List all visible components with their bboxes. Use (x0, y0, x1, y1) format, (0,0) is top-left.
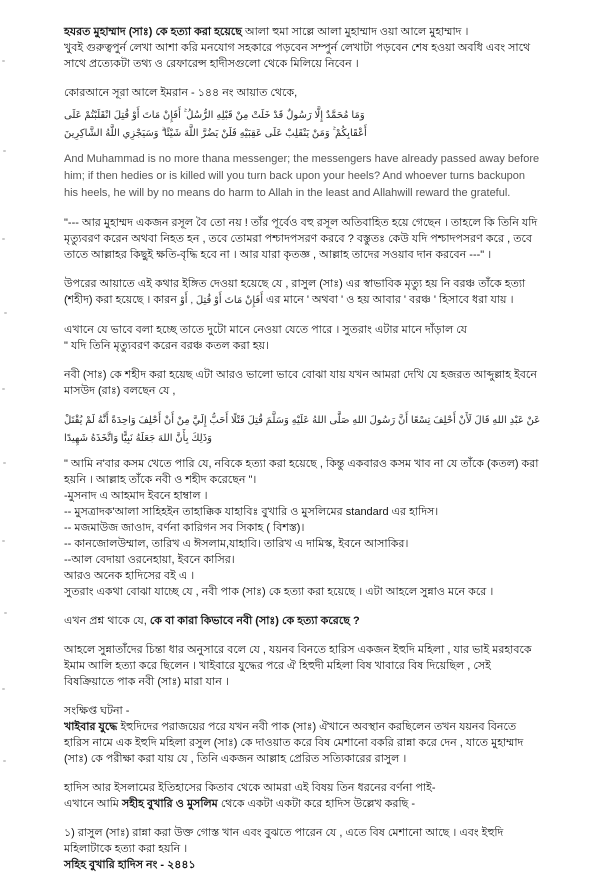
reference-line-1: -মুসনাদ এ আহমাদ ইবনে হাম্বাল । (64, 490, 208, 502)
ayat-comment-pre-text: উপরের আয়াতে এই কথার ইঙ্গিত দেওয়া হয়েছে যে , রাসুল (সাঃ) এর স্বাভাবিক মৃত্যু হয় নি বরঞ্চ তাঁকে হত্যা (শহীদ) করা হয়েছে । কারন (64, 278, 526, 306)
quran-reference-line (64, 85, 542, 101)
intro-text: খুবই গুরুত্বপুর্ন লেখা আশা করি মনযোগ সহকারে পড়বেন সম্পুর্ন লেখাটা পড়বেন শেষ হওয়া অবধি এবং সাথে সাথে প্রত্যেকটা তথ্য ও রেফারেন্স হাদীসগুলো থেকে মিলিয়ে নিবেন । (64, 42, 531, 70)
two-meanings-line2: " যদি তিনি মৃত্যুবরণ করেন বরঞ্চ কতল করা হয়। (64, 340, 269, 352)
khyber-rest-text: ইহুদিদের পরাজয়ের পরে যখন নবী পাক (সাঃ) ঐখানে অবস্থান করছিলেন তখন যয়নব বিনতে হারিস নামে এক ইহুদি মহিলা রসুল (সাঃ) কে দাওয়াত করে বিষ মেশানো বকরি রান্না করে দেন , যাতে মুহাম্মাদ (সাঃ) কে পরীক্ষা করা যায় যে , তিনি একজন আল্লাহ প্রেরিত সত্যিকারের রাসুল । (64, 721, 524, 765)
arabic-verse-block (64, 107, 542, 143)
sources-paragraph (64, 780, 542, 812)
conclusion-line: সুতরাং একথা বোঝা যাচ্ছে যে , নবী পাক (সাঃ) কে হত্যা করা হয়েছে । এটা আহলে সুন্নাও মনে করে । (64, 586, 494, 598)
sunni-view-text: আহলে সুন্নাতাঁদের চিন্তা ধার অনুসারে বলে যে , যয়নব বিনতে হারিস একজন ইহুদি মহিলা , যার ভাই মরহাবকে ইমাম আলি হত্যা করে ছিলেন । খাইবারে যুদ্ধের পরে ঐ হিহুদী মহিলা বিষ খাবারে বিষ দিয়েছিল , সেই বিষক্রিয়াতে পাক নবী (সাঃ) মারা যান । (64, 644, 532, 688)
english-translation-paragraph (64, 151, 542, 202)
sources-pre-text: এখানে আমি (64, 798, 122, 810)
arabic-verse-line2: أَعْقَابِكُمْ ۚ وَمَنْ يَنْقَلِبْ عَلَى عَقِبَيْهِ فَلَنْ يَضُرَّ اللَّهَ شَيْئًا ۗ وَسَيَجْزِي اللَّهُ الشَّاكِرِينَ (64, 128, 367, 139)
reference-line-5: --আল বেদায়া ওরনেহায়া, ইবনে কাসির। (64, 554, 235, 566)
question-paragraph (64, 613, 542, 629)
shahid-intro-text: নবী (সাঃ) কে শহীদ করা হয়েছ এটা আরও ভালো ভাবে বোঝা যায় যখন আমরা দেখি যে হজরত আব্দুল্লাহ ইবনে মাসউদ (রাঃ) বলছেন যে , (64, 369, 537, 397)
question-pre-text: এখন প্রশ্ন থাকে যে, (64, 615, 150, 627)
title-paragraph (64, 24, 542, 72)
reference-line-3: -- মজমাউজ জাওাদ, বর্ণনা কারিগন সব সিকাহ ( বিশস্ত)। (64, 522, 305, 534)
two-meanings-line1: এখানে যে ভাবে বলা হচ্ছে তাতে দুটো মানে নেওয়া যেতে পারে । সুতরাং এটার মানে দাঁড়াল যে (64, 324, 468, 336)
question-bold-text: কে বা কারা কিভাবে নবী (সাঃ) কে হত্যা করেছে ? (149, 615, 360, 627)
reference-line-6: আরও অনেক হাদিসের বই এ । (64, 570, 195, 582)
ayat-comment-arabic-text: أَفَإِنْ مَاتَ أَوْ قُتِلَ , أَوْ (179, 295, 263, 306)
reference-line-2: -- মুসত্রাদক'আলা সাহিহইন তাহাক্কিক যাহাবিঃ বুখারি ও মুসলিমের standard এর হাদিস। (64, 506, 439, 518)
hadith1-text: ১) রাসুল (সাঃ) রান্না করা উক্ত গোস্ত খান এবং বুঝতে পারেন যে , এতে বিষ মেশানো আছে । এবং ইহুদি মহিলাটাকে হত্যা করা হয়নি । (64, 827, 504, 855)
arabic-hadith-block (64, 412, 542, 448)
ayat-comment-paragraph (64, 276, 542, 309)
sources-bold-text: সহীহ বুখারি ও মুসলিম (121, 798, 218, 810)
hadith-translation-paragraph (64, 456, 542, 488)
document-body (64, 24, 542, 886)
sources-post-text: থেকে একটা একটা করে হাদিস উল্লেখ করছি - (217, 798, 415, 810)
brief-incident-paragraph (64, 703, 542, 767)
hadith1-paragraph (64, 825, 542, 873)
hadith1-reference-text: সহিহ বুখারি হাদিস নং - ২৪৪১ (64, 859, 196, 871)
two-meanings-paragraph (64, 322, 542, 354)
quran-reference-text: কোরআনে সূরা আলে ইমরান - ১৪৪ নং আয়াত থেকে, (64, 87, 298, 99)
khyber-bold-text: খাইবার যুদ্ধে (64, 721, 118, 733)
bengali-translation-text: "--- আর মুহাম্মদ একজন রসূল বৈ তো নয় ! তাঁর পূর্বেও বহু রসূল অতিবাহিত হয়ে গেছেন । তাহলে কি তিনি যদি মৃত্যুবরণ করেন অথবা নিহত হন , তবে তোমরা পশ্চাদপসরণ করবে ? বস্তুতঃ কেউ যদি পশ্চাদপসরণ করে , তবে তাতে আল্লাহর কিছুই ক্ষতি-বৃদ্ধি হবে না । আর যারা কৃতজ্ঞ , আল্লাহ তাদের সওয়াব দান করবেন ---" । (64, 217, 538, 261)
bengali-translation-paragraph (64, 215, 542, 263)
reference-line-4: -- কানজোলউম্মাল, তারিখ এ ঈসলাম,যাহাবি। তারিখ এ দামিস্ক, ইবনে আসাকির। (64, 538, 409, 550)
sources-line1-text: হাদিস আর ইসলামের ইতিহাসের কিতাব থেকে আমরা এই বিষয় তিন ধরনের বর্ণনা পাই- (64, 782, 436, 794)
english-translation-text: And Muhammad is no more thana messenger; the messengers have already passed away before him; if then hedies or is killed will you turn back upon your heels? And whoever turns backupon his heels, he will by no means do harm to Allah in the least and Allahwill reward the grateful. (64, 153, 540, 199)
hadith-translation-text: " আমি ন'বার কসম খেতে পারি যে, নবিকে হত্যা করা হয়েছে , কিন্তু একবারও কসম খাব না যে তাঁকে (কতল) করা হয়নি । আল্লাহ তাঁকে নবী ও শহীদ করেছেন "। (64, 458, 539, 486)
arabic-hadith-text: عَنْ عَبْدِ اللهِ قَالَ لَأَنْ أَحْلِفَ تِسْعًا أَنَّ رَسُولَ اللهِ صَلَّى اللهُ عَلَيْهِ وَسَلَّمَ قُتِلَ قَتْلًا أَحَبُّ إِلَيَّ مِنْ أَنْ أَحْلِفَ وَاحِدَةً أَنَّهُ لَمْ يُقْتَلْ وَذَلِكَ بِأَنَّ اللهَ جَعَلَهُ نَبِيًّا وَاتَّخَذَهُ شَهِيدًا (64, 415, 541, 444)
arabic-verse-line1: وَمَا مُحَمَّدٌ إِلَّا رَسُولٌ قَدْ خَلَتْ مِنْ قَبْلِهِ الرُّسُلُ ۚ أَفَإِنْ مَاتَ أَوْ قُتِلَ انْقَلَبْتُمْ عَلَى (64, 110, 365, 121)
sunni-view-paragraph (64, 642, 542, 690)
shahid-intro-paragraph (64, 367, 542, 399)
ayat-comment-post-text: এর মানে ' অথবা ' ও হয় আবার ' বরঞ্চ ' হিসাবে ধরা যায় । (263, 294, 514, 306)
brief-incident-heading: সংক্ষিপ্ত ঘটনা - (64, 705, 130, 717)
title-rest-text: আলা হুমা সাল্লে আলা মুহাম্মাদ ওয়া আলে মুহাম্মাদ । (241, 26, 469, 38)
hadith-translation-and-references (64, 456, 542, 600)
title-bold-text: হযরত মুহাম্মাদ (সাঃ) কে হত্যা করা হয়েছে (64, 26, 242, 38)
